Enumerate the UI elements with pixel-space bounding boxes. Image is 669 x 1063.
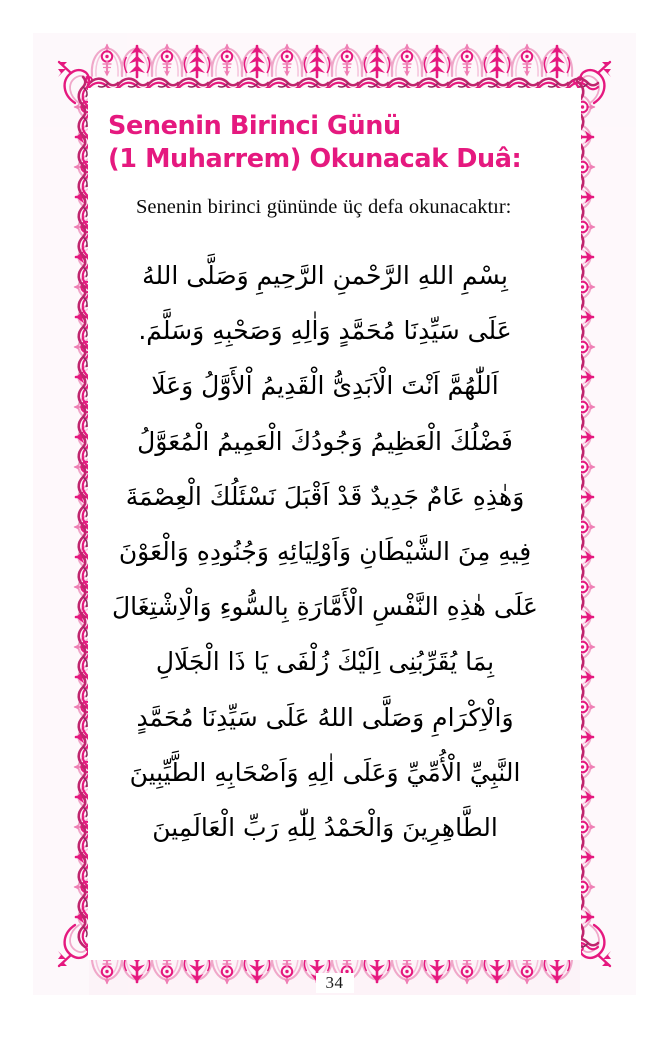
dua-line: وَهٰذِهِ عَامٌ جَدِيدٌ قَدْ اَقْبَلَ نَسْئَلُكَ الْعِصْمَةَ	[125, 481, 525, 511]
page-number-value: 34	[316, 973, 354, 993]
page-title-line-1: Senenin Birinci Günü	[108, 111, 401, 141]
dua-line: بِمَا يُقَرِّبُنِى اِلَيْكَ زُلْفَى يَا ذَا الْجَلَالِ	[155, 647, 495, 677]
page-title-line-2: (1 Muharrem) Okunacak Duâ:	[108, 144, 522, 174]
dua-line: الطَّاهِرِينَ وَالْحَمْدُ لِلّٰهِ رَبِّ الْعَالَمِينَ	[152, 813, 498, 843]
page-number	[0, 973, 669, 993]
page-title	[105, 110, 545, 176]
dua-line: وَالْاِكْرَامِ وَصَلَّى اللهُ عَلَى سَيِّدِنَا مُحَمَّدٍ	[136, 702, 514, 732]
dua-arabic-text	[105, 248, 545, 855]
intro-paragraph: Senenin birinci gününde üç defa okunacaktır:	[136, 196, 512, 218]
dua-line: فَضْلُكَ الْعَظِيمُ وَجُودُكَ الْعَمِيمُ الْمُعَوَّلُ	[137, 426, 513, 456]
dua-line: بِسْمِ اللهِ الرَّحْمنِ الرَّحِيمِ وَصَلَّى اللهُ	[142, 261, 508, 290]
content-panel	[88, 88, 581, 960]
dua-line: عَلَى هٰذِهِ النَّفْسِ الْأَمَّارَةِ بِالسُّوءِ وَالْاِشْتِغَالَ	[112, 592, 538, 622]
content-inner	[105, 110, 545, 855]
dua-line: اَللّٰهُمَّ اَنْتَ الْاَبَدِىُّ الْقَدِيمُ اْلأَوَّلُ وَعَلَا	[151, 371, 499, 401]
dua-line: النَّبِيِّ الْأُمِّيِّ وَعَلَى اٰلِهِ وَاَصْحَابِهِ الطَّيِّبِينَ	[129, 757, 521, 787]
dua-line: فِيهِ مِنَ الشَّيْطَانِ وَاَوْلِيَائِهِ وَجُنُودِهِ وَالْعَوْنَ	[118, 537, 532, 567]
dua-line: عَلَى سَيِّدِنَا مُحَمَّدٍ وَاٰلِهِ وَصَحْبِهِ وَسَلَّمَ.	[138, 316, 512, 346]
